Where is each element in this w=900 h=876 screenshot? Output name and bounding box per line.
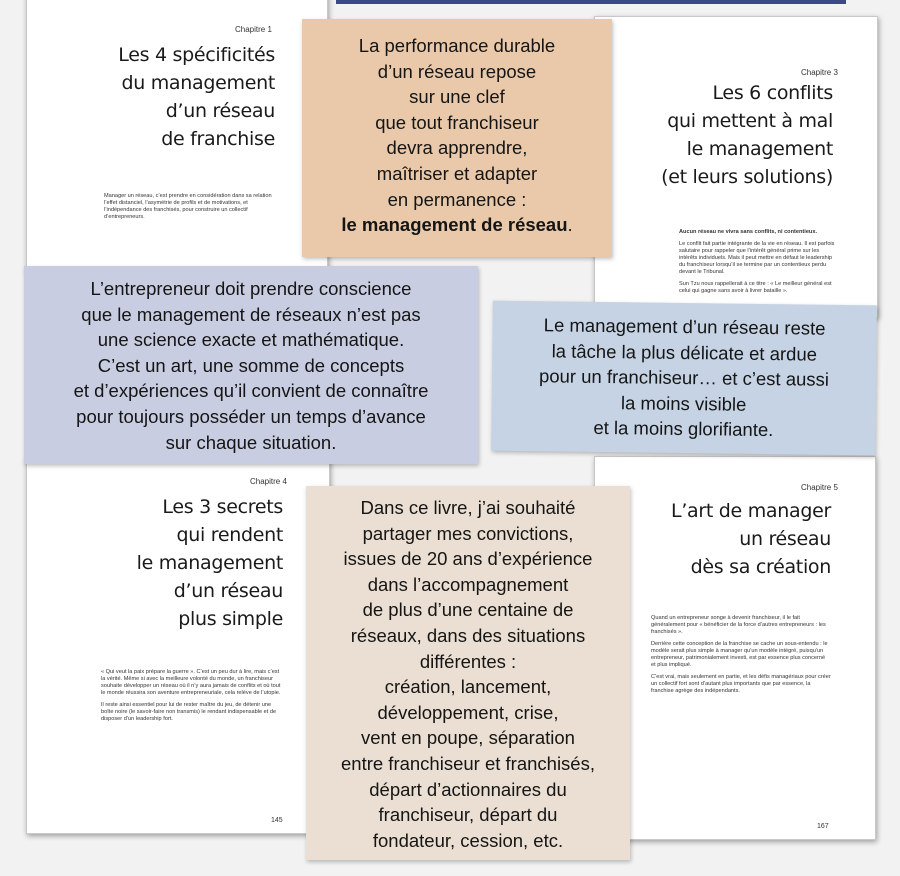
quote-line: La performance durable: [358, 35, 556, 56]
quote-line: issues de 20 ans d’expérience: [343, 548, 593, 570]
chapter-title-line: d’un réseau: [173, 580, 283, 602]
quote-line: la tâche la plus délicate et ardue: [551, 339, 818, 365]
quote-line: L’entrepreneur doit prendre conscience: [90, 278, 412, 299]
quote-line: d’un réseau repose: [377, 60, 537, 82]
quote-box-management: [491, 301, 877, 456]
chapter-label: Chapitre 3: [801, 68, 838, 77]
chapter-title-line: d’un réseau: [165, 100, 275, 122]
chapter-title-line: un réseau: [739, 528, 831, 550]
quote-end-punctuation: .: [567, 214, 573, 236]
chapter-body-paragraph: Le conflit fait partie intégrante de la vie en réseau. Il est parfois salutaire pour rappeler que l’intérêt général prime sur les intérêts individuels. Mais il peut mettre en défaut le leadership du franchiseur lorsqu’il se termine par un contentieux perdu devant le Tribunal.: [679, 241, 835, 275]
quote-line: sur chaque situation.: [165, 431, 337, 453]
book-page-chapter-1: [26, 0, 328, 272]
quote-line: réseaux, dans des situations: [350, 624, 586, 646]
quote-line: sur une clef: [409, 86, 505, 108]
quote-box-performance: [302, 19, 612, 257]
chapter-body-paragraph: Derrière cette conception de la franchise se cache un sous-entendu : le modèle serait plus simple à manager qu’un modèle intégré, puisqu’un entrepreneur, patrimonialement investi, est par essence plus concerné et plus impliqué.: [651, 641, 828, 668]
chapter-title-line: du management: [121, 72, 275, 94]
page-number: 145: [271, 817, 283, 824]
quote-line: une science exacte et mathématique.: [97, 329, 405, 351]
book-page-chapter-3: [594, 16, 878, 318]
book-page-chapter-5: [594, 456, 876, 840]
chapter-body-text: [651, 615, 831, 700]
chapter-title-line: Les 6 conflits: [712, 82, 833, 104]
top-accent-bar: [336, 0, 846, 4]
chapter-title-line: de franchise: [161, 128, 275, 150]
chapter-title-line: qui rendent: [176, 524, 283, 546]
quote-line: départ d’actionnaires du: [369, 778, 567, 800]
quote-line: et la moins glorifiante.: [593, 417, 774, 441]
quote-line: que le management de réseaux n’est pas: [81, 303, 421, 325]
quote-line: en permanence :: [387, 188, 527, 210]
quote-line: maîtriser et adapter: [376, 162, 538, 184]
quote-box-book: [306, 486, 630, 860]
quote-line: entre franchiseur et franchisés,: [341, 752, 595, 774]
chapter-title-line: L’art de manager: [671, 500, 831, 522]
quote-line: pour toujours posséder un temps d’avance: [76, 405, 426, 427]
quote-line: dans l’accompagnement: [367, 573, 569, 595]
chapter-title-line: le management: [136, 552, 283, 574]
quote-line: vent en poupe, séparation: [361, 727, 575, 749]
chapter-title-line: qui mettent à mal: [667, 110, 833, 132]
chapter-title-line: plus simple: [178, 608, 283, 630]
chapter-label: Chapitre 4: [250, 477, 287, 486]
chapter-title-line: Les 4 spécificités: [118, 44, 275, 66]
quote-line: la moins visible: [620, 392, 747, 415]
chapter-label: Chapitre 5: [801, 483, 838, 492]
chapter-body-paragraph: « Qui veut la paix prépare la guerre ». C’est un peu dur à lire, mais c’est la vérité. Même si avec la meilleure volonté du monde, un franchiseur souhaite développer un réseau où il n’y aura jamais de conflits et où tout le monde réussira son aventure entrepreneuriale, cela relève de l’utopie.: [101, 669, 281, 696]
chapter-body-paragraph: Quand un entrepreneur songe à devenir franchiseur, il le fait généralement pour « bénéficier de la force d’autres entrepreneurs : les franchisés ».: [651, 615, 826, 635]
chapter-body-paragraph: Aucun réseau ne vivra sans conflits, ni contentieux.: [679, 229, 818, 235]
quote-line: pour un franchiseur… et c’est aussi: [538, 365, 830, 390]
quote-line: et d’expériences qu’il convient de connaître: [73, 380, 429, 402]
chapter-body-paragraph: Manager un réseau, c’est prendre en considération dans sa relation l’effet distanciel, l’asymétrie de profils et de motivations, et l’indépendance des franchisés, pour construire un collectif d’entrepreneurs.: [104, 193, 272, 220]
chapter-body-paragraph: C’est vrai, mais seulement en partie, et les défis managériaux pour créer un collectif fort sont d’autant plus importants que par essence, la franchise agrège des indépendants.: [651, 674, 831, 694]
quote-line: fondateur, cession, etc.: [372, 829, 564, 851]
quote-line: C’est un art, une somme de concepts: [97, 354, 405, 376]
page-number: 167: [817, 823, 829, 830]
quote-line: devra apprendre,: [386, 137, 528, 159]
quote-line: que tout franchiseur: [375, 111, 539, 133]
quote-line: développement, crise,: [377, 701, 559, 723]
book-page-chapter-4: [26, 456, 330, 834]
quote-emphasis: le management de réseau: [341, 214, 568, 236]
chapter-body-text: [679, 229, 835, 300]
quote-line: Dans ce livre, j’ai souhaité: [360, 497, 576, 518]
quote-line: franchiseur, départ du: [378, 804, 558, 826]
chapter-title-line: dès sa création: [690, 556, 831, 578]
chapter-title: [621, 497, 831, 581]
quote-box-entrepreneur: [24, 266, 478, 464]
quote-line: de plus d’une centaine de: [362, 599, 574, 621]
chapter-body-paragraph: Sun Tzu nous rappellerait à ce titre : « Le meilleur général est celui qui gagne sans avoir à livrer bataille ».: [679, 281, 832, 294]
chapter-title-line: Les 3 secrets: [162, 496, 283, 518]
chapter-label: Chapitre 1: [235, 25, 272, 34]
quote-line: création, lancement,: [384, 676, 552, 698]
quote-line: différentes :: [419, 650, 517, 672]
chapter-title-line: (et leurs solutions): [661, 166, 833, 188]
quote-line: partager mes convictions,: [362, 522, 574, 544]
quote-emphasis-line: [302, 212, 612, 238]
chapter-title: [625, 79, 833, 191]
chapter-title: [67, 41, 275, 153]
chapter-body-text: [101, 669, 281, 728]
chapter-title: [67, 493, 283, 633]
quote-line: Le management d’un réseau reste: [543, 314, 826, 339]
chapter-body-text: [104, 193, 282, 226]
chapter-body-paragraph: Il reste ainsi essentiel pour lui de rester maître du jeu, de détenir une boîte noire (le savoir-faire non transmis) le rendant indispensable et de disposer d’un leadership fort.: [101, 702, 277, 722]
chapter-title-line: le management: [686, 138, 833, 160]
